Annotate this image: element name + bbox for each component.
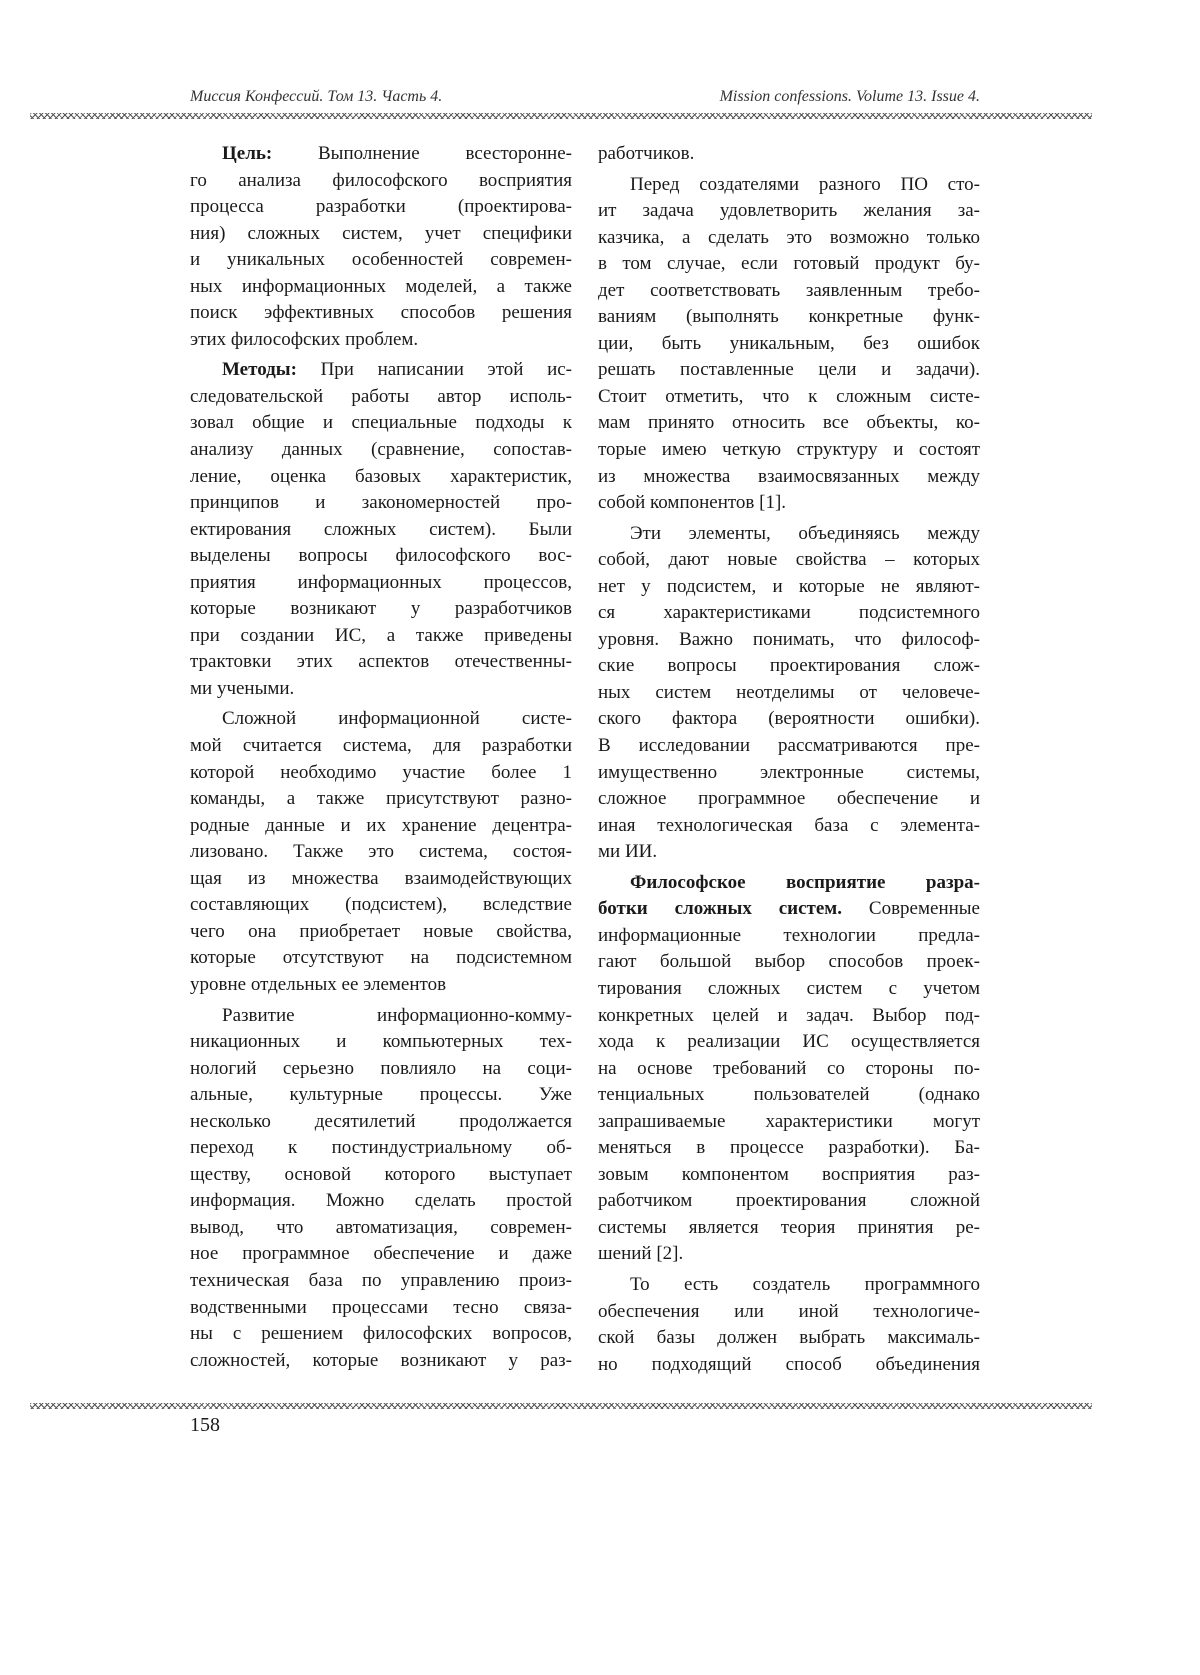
text-line: [598, 896, 980, 923]
text-line: щая из множества взаимодействующих: [190, 866, 572, 893]
text-line: меняться в процессе разработки). Ба-: [598, 1135, 980, 1162]
paragraph: [598, 1272, 980, 1378]
text-line: уровне отдельных ее элементов: [190, 972, 572, 999]
paragraph: [190, 357, 572, 702]
text-line: запрашиваемые характеристики могут: [598, 1109, 980, 1136]
text-line: ские вопросы проектирования слож-: [598, 653, 980, 680]
text-line: хода к реализации ИС осуществляется: [598, 1029, 980, 1056]
text-line: работчиков.: [598, 141, 980, 168]
text-line: но подходящий способ объединения: [598, 1352, 980, 1379]
text-line: трактовки этих аспектов отечественны-: [190, 649, 572, 676]
text-line: зовал общие и специальные подходы к: [190, 410, 572, 437]
page-number: 158: [190, 1414, 220, 1437]
text-line: гают большой выбор способов проек-: [598, 949, 980, 976]
text-line: [598, 870, 980, 897]
text-line: переход к постиндустриальному об-: [190, 1135, 572, 1162]
text-line: информационные технологии предла-: [598, 923, 980, 950]
text-line: ектирования сложных систем). Были: [190, 517, 572, 544]
text-line: команды, а также присутствуют разно-: [190, 786, 572, 813]
text-line: решать поставленные цели и задачи).: [598, 357, 980, 384]
text-line: торые имею четкую структуру и состоят: [598, 437, 980, 464]
running-header-right: Mission confessions. Volume 13. Issue 4.: [720, 88, 980, 106]
text-run: Современные: [842, 898, 980, 919]
text-line: поиск эффективных способов решения: [190, 300, 572, 327]
text-line: Сложной информационной систе-: [190, 706, 572, 733]
text-line: То есть создатель программного: [598, 1272, 980, 1299]
text-line: ществу, основой которого выступает: [190, 1162, 572, 1189]
text-line: сложное программное обеспечение и: [598, 786, 980, 813]
text-line: и уникальных особенностей современ-: [190, 247, 572, 274]
text-line: тенциальных пользователей (однако: [598, 1082, 980, 1109]
text-line: из множества взаимосвязанных между: [598, 464, 980, 491]
paragraph: [598, 870, 980, 1268]
text-line: работчиком проектирования сложной: [598, 1188, 980, 1215]
text-line: обеспечения или иной технологиче-: [598, 1299, 980, 1326]
text-line: ит задача удовлетворить желания за-: [598, 198, 980, 225]
text-line: следовательской работы автор исполь-: [190, 384, 572, 411]
text-line: на основе требований со стороны по-: [598, 1056, 980, 1083]
text-run: При написании этой ис-: [297, 359, 572, 380]
text-line: ся характеристиками подсистемного: [598, 600, 980, 627]
text-column-left: [190, 141, 572, 1378]
text-line: ции, быть уникальным, без ошибок: [598, 331, 980, 358]
text-line: нет у подсистем, и которые не являют-: [598, 574, 980, 601]
bold-lead-in: Методы:: [222, 359, 297, 380]
bold-lead-in: Философское восприятие разра-: [630, 872, 980, 893]
text-line: процесса разработки (проектирова-: [190, 194, 572, 221]
text-line: мам принято относить все объекты, ко-: [598, 410, 980, 437]
text-line: тирования сложных систем с учетом: [598, 976, 980, 1003]
text-line: которые возникают у разработчиков: [190, 596, 572, 623]
text-line: которые отсутствуют на подсистемном: [190, 945, 572, 972]
footer-ornament-rule: [30, 1403, 1092, 1409]
bold-lead-in: Цель:: [222, 143, 272, 164]
text-line: Развитие информационно-комму-: [190, 1003, 572, 1030]
text-line: шений [2].: [598, 1241, 980, 1268]
text-line: анализу данных (сравнение, сопостав-: [190, 437, 572, 464]
text-line: ми учеными.: [190, 676, 572, 703]
text-line: ской базы должен выбрать максималь-: [598, 1325, 980, 1352]
text-line: выделены вопросы философского вос-: [190, 543, 572, 570]
text-line: Перед создателями разного ПО сто-: [598, 172, 980, 199]
text-line: конкретных целей и задач. Выбор под-: [598, 1003, 980, 1030]
text-line: нологий серьезно повлияло на соци-: [190, 1056, 572, 1083]
text-line: Стоит отметить, что к сложным систе-: [598, 384, 980, 411]
text-line: ных систем неотделимы от человече-: [598, 680, 980, 707]
text-column-right: [598, 141, 980, 1382]
text-line: зовым компонентом восприятия раз-: [598, 1162, 980, 1189]
text-line: лизовано. Также это система, состоя-: [190, 839, 572, 866]
text-line: го анализа философского восприятия: [190, 168, 572, 195]
paragraph: [598, 521, 980, 866]
text-line: никационных и компьютерных тех-: [190, 1029, 572, 1056]
text-line: системы является теория принятия ре-: [598, 1215, 980, 1242]
text-line: которой необходимо участие более 1: [190, 760, 572, 787]
text-line: водственными процессами тесно связа-: [190, 1295, 572, 1322]
text-line: собой, дают новые свойства – которых: [598, 547, 980, 574]
text-line: принципов и закономерностей про-: [190, 490, 572, 517]
text-line: ми ИИ.: [598, 839, 980, 866]
paragraph: [190, 141, 572, 353]
text-line: имущественно электронные системы,: [598, 760, 980, 787]
text-line: составляющих (подсистем), вследствие: [190, 892, 572, 919]
text-line: альные, культурные процессы. Уже: [190, 1082, 572, 1109]
text-line: казчика, а сделать это возможно только: [598, 225, 980, 252]
text-line: чего она приобретает новые свойства,: [190, 919, 572, 946]
text-line: ния) сложных систем, учет специфики: [190, 221, 572, 248]
text-line: дет соответствовать заявленным требо-: [598, 278, 980, 305]
text-line: [190, 141, 572, 168]
text-line: несколько десятилетий продолжается: [190, 1109, 572, 1136]
text-line: вывод, что автоматизация, современ-: [190, 1215, 572, 1242]
bold-lead-in: ботки сложных систем.: [598, 898, 842, 919]
text-line: сложностей, которые возникают у раз-: [190, 1348, 572, 1375]
text-line: родные данные и их хранение децентра-: [190, 813, 572, 840]
text-line: ление, оценка базовых характеристик,: [190, 464, 572, 491]
text-line: этих философских проблем.: [190, 327, 572, 354]
text-line: техническая база по управлению произ-: [190, 1268, 572, 1295]
text-line: ваниям (выполнять конкретные функ-: [598, 304, 980, 331]
text-line: ных информационных моделей, а также: [190, 274, 572, 301]
running-header-left: Миссия Конфессий. Том 13. Часть 4.: [190, 88, 442, 106]
text-line: приятия информационных процессов,: [190, 570, 572, 597]
text-line: мой считается система, для разработки: [190, 733, 572, 760]
text-line: иная технологическая база с элемента-: [598, 813, 980, 840]
text-line: Эти элементы, объединяясь между: [598, 521, 980, 548]
paragraph: [190, 1003, 572, 1375]
text-line: ное программное обеспечение и даже: [190, 1241, 572, 1268]
header-ornament-rule: [30, 113, 1092, 119]
paragraph: [598, 172, 980, 517]
paragraph: [598, 141, 980, 168]
text-line: ны с решением философских вопросов,: [190, 1321, 572, 1348]
text-line: собой компонентов [1].: [598, 490, 980, 517]
paragraph: [190, 706, 572, 998]
text-line: [190, 357, 572, 384]
text-line: в том случае, если готовый продукт бу-: [598, 251, 980, 278]
text-line: ского фактора (вероятности ошибки).: [598, 706, 980, 733]
text-line: В исследовании рассматриваются пре-: [598, 733, 980, 760]
text-line: информация. Можно сделать простой: [190, 1188, 572, 1215]
text-line: при создании ИС, а также приведены: [190, 623, 572, 650]
text-run: Выполнение всесторонне-: [272, 143, 572, 164]
text-line: уровня. Важно понимать, что философ-: [598, 627, 980, 654]
